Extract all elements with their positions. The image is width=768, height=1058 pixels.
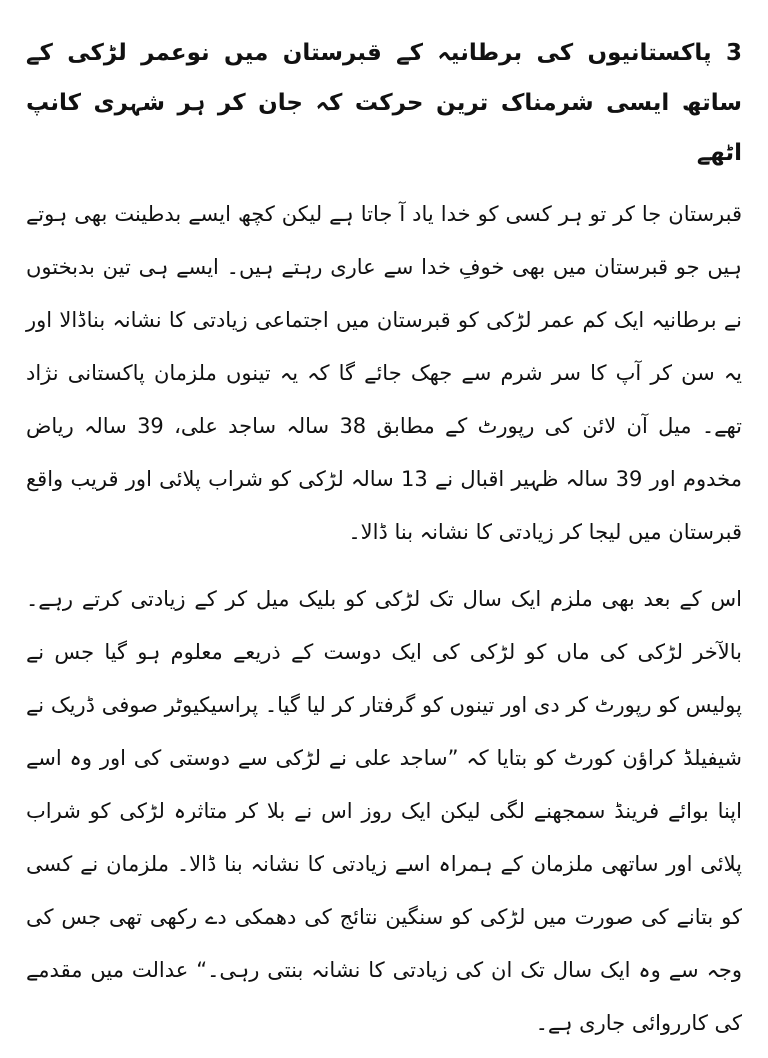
article bbox=[26, 28, 742, 1058]
article-headline: 3 پاکستانیوں کی برطانیہ کے قبرستان میں نوعمر لڑکی کے ساتھ ایسی شرمناک ترین حرکت کہ جان کر ہر شہری کانپ اٹھے bbox=[26, 40, 742, 166]
article-paragraph-2: اس کے بعد بھی ملزم ایک سال تک لڑکی کو بلیک میل کر کے زیادتی کرتے رہے۔ بالآخر لڑکی کی ماں کو لڑکی کی ایک دوست کے ذریعے معلوم ہو گیا جس نے پولیس کو رپورٹ کر دی اور تینوں کو گرفتار کر لیا گیا۔ پراسیکیوٹر صوفی ڈریک نے شیفیلڈ کراؤن کورٹ کو بتایا کہ ”ساجد علی نے لڑکی سے دوستی کی اور وہ اسے اپنا بوائے فرینڈ سمجھنے لگی لیکن ایک روز اس نے بلا کر متاثرہ لڑکی کو شراب پلائی اور ساتھی ملزمان کے ہمراہ اسے زیادتی کا نشانہ بنا ڈالا۔ ملزمان نے کسی کو بتانے کی صورت میں لڑکی کو سنگین نتائج کی دھمکی دے رکھی تھی جس کی وجہ سے وہ ایک سال تک ان کی زیادتی کا نشانہ بنتی رہی۔“ عدالت میں مقدمے کی کارروائی جاری ہے۔ bbox=[26, 587, 742, 1035]
article-paragraph-1: قبرستان جا کر تو ہر کسی کو خدا یاد آ جاتا ہے لیکن کچھ ایسے بدطینت بھی ہوتے ہیں جو قبرستان میں بھی خوفِ خدا سے عاری رہتے ہیں۔ ایسے ہی تین بدبختوں نے برطانیہ ایک کم عمر لڑکی کو قبرستان میں اجتماعی زیادتی کا نشانہ بناڈالا اور یہ سن کر آپ کا سر شرم سے جھک جائے گا کہ یہ تینوں ملزمان پاکستانی نژاد تھے۔ میل آن لائن کی رپورٹ کے مطابق 38 سالہ ساجد علی، 39 سالہ ریاض مخدوم اور 39 سالہ ظہیر اقبال نے 13 سالہ لڑکی کو شراب پلائی اور قریب واقع قبرستان میں لیجا کر زیادتی کا نشانہ بنا ڈالا۔ bbox=[26, 202, 742, 544]
